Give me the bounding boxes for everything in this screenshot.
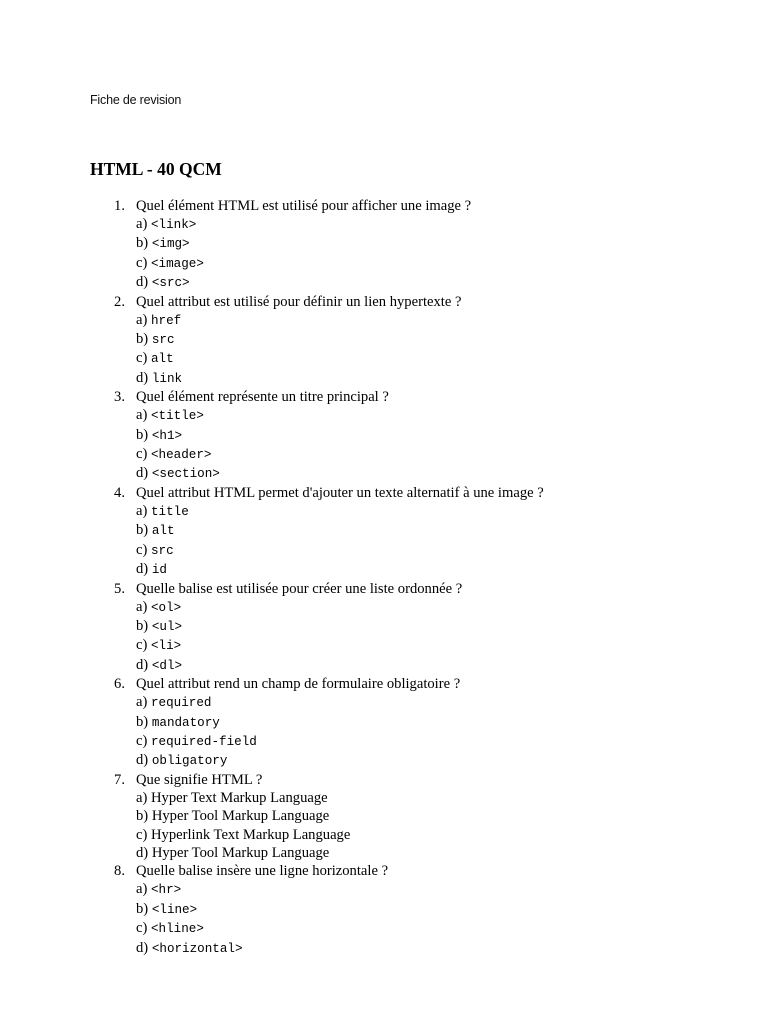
option-code: alt xyxy=(151,352,174,367)
option-letter: a) xyxy=(136,789,148,806)
document-title: HTML - 40 QCM xyxy=(90,159,222,179)
option-text: Hyper Text Markup Language xyxy=(151,789,328,806)
option-letter: b) xyxy=(136,900,149,917)
question-item xyxy=(90,197,710,293)
option-letter: d) xyxy=(136,752,149,769)
answer-option xyxy=(136,234,710,253)
answer-option xyxy=(136,656,710,675)
answer-option xyxy=(136,426,710,445)
option-code: link xyxy=(151,371,183,386)
question-number: 2. xyxy=(114,293,125,310)
option-letter: a) xyxy=(136,311,148,328)
answer-option xyxy=(136,598,710,617)
option-letter: d) xyxy=(136,844,149,861)
question-text: Quelle balise est utilisée pour créer une liste ordonnée ? xyxy=(136,580,463,597)
option-letter: c) xyxy=(136,254,148,271)
option-code: href xyxy=(151,313,182,328)
answer-option xyxy=(136,273,710,292)
option-letter: b) xyxy=(136,331,149,348)
option-letter: a) xyxy=(136,881,148,898)
option-code: alt xyxy=(151,524,175,539)
option-code: <h1> xyxy=(151,428,183,443)
option-code: required-field xyxy=(151,734,257,749)
option-letter: a) xyxy=(136,407,148,424)
question-number: 6. xyxy=(114,676,125,693)
question-item xyxy=(90,862,710,958)
answer-option xyxy=(136,560,710,579)
option-code: <header> xyxy=(151,448,212,463)
option-code: <hr> xyxy=(151,883,182,898)
answer-option xyxy=(136,369,710,388)
question-number: 3. xyxy=(114,389,125,406)
answer-option xyxy=(136,844,710,862)
question-list xyxy=(90,197,710,958)
answer-option xyxy=(136,464,710,483)
option-code: <li> xyxy=(151,639,182,654)
option-code: <dl> xyxy=(151,658,183,673)
option-text: Hyper Tool Markup Language xyxy=(151,808,330,825)
question-number: 1. xyxy=(114,198,125,214)
option-code: <horizontal> xyxy=(151,941,243,956)
option-letter: d) xyxy=(136,274,149,291)
option-code: <ol> xyxy=(151,600,182,615)
option-letter: c) xyxy=(136,826,148,843)
option-code: <hline> xyxy=(151,922,204,937)
answer-option xyxy=(136,919,710,938)
option-letter: b) xyxy=(136,426,149,443)
answer-option xyxy=(136,713,710,732)
option-letter: a) xyxy=(136,216,148,232)
option-code: <line> xyxy=(151,902,198,917)
option-letter: c) xyxy=(136,446,148,463)
answer-option xyxy=(136,330,710,349)
question-item xyxy=(90,580,710,676)
option-code: <image> xyxy=(151,256,204,271)
option-letter: b) xyxy=(136,713,149,730)
option-letter: c) xyxy=(136,920,148,937)
question-text: Quel élément HTML est utilisé pour afficher une image ? xyxy=(136,198,472,214)
answer-option xyxy=(136,502,710,521)
page-header-label: Fiche de revision xyxy=(90,93,182,107)
answer-option xyxy=(136,900,710,919)
question-item xyxy=(90,675,710,771)
answer-option xyxy=(136,406,710,425)
question-text: Quelle balise insère une ligne horizontale ? xyxy=(136,863,389,880)
answer-option xyxy=(136,541,710,560)
option-code: id xyxy=(151,563,167,578)
answer-option xyxy=(136,445,710,464)
option-letter: b) xyxy=(136,808,149,825)
question-number: 8. xyxy=(114,863,125,880)
option-code: <img> xyxy=(151,237,190,252)
question-text: Que signifie HTML ? xyxy=(136,771,263,788)
option-letter: a) xyxy=(136,694,148,711)
question-item xyxy=(90,388,710,484)
option-letter: b) xyxy=(136,235,149,252)
answer-option xyxy=(136,521,710,540)
question-number: 5. xyxy=(114,580,125,597)
question-text: Quel attribut est utilisé pour définir un lien hypertexte ? xyxy=(136,293,462,310)
answer-option xyxy=(136,732,710,751)
answer-option xyxy=(136,349,710,368)
question-number: 7. xyxy=(114,771,125,788)
option-letter: d) xyxy=(136,656,149,673)
option-code: <link> xyxy=(151,218,197,232)
answer-option xyxy=(136,751,710,770)
answer-option xyxy=(136,693,710,712)
option-code: src xyxy=(151,543,174,558)
answer-option xyxy=(136,880,710,899)
answer-option xyxy=(136,826,710,844)
option-code: obligatory xyxy=(151,754,228,769)
option-letter: c) xyxy=(136,541,148,558)
question-item xyxy=(90,484,710,580)
answer-option xyxy=(136,789,710,807)
answer-option xyxy=(136,215,710,234)
option-letter: b) xyxy=(136,617,149,634)
option-text: Hyperlink Text Markup Language xyxy=(151,826,351,843)
answer-option xyxy=(136,254,710,273)
option-letter: d) xyxy=(136,561,149,578)
option-letter: a) xyxy=(136,598,148,615)
answer-option xyxy=(136,617,710,636)
option-letter: c) xyxy=(136,350,148,367)
question-number: 4. xyxy=(114,484,125,501)
option-letter: c) xyxy=(136,637,148,654)
question-text: Quel attribut HTML permet d'ajouter un texte alternatif à une image ? xyxy=(136,484,544,501)
option-code: <ul> xyxy=(151,619,183,634)
question-item xyxy=(90,771,710,863)
option-text: Hyper Tool Markup Language xyxy=(151,844,330,861)
option-code: <section> xyxy=(151,467,220,482)
option-code: <src> xyxy=(151,276,190,291)
question-item xyxy=(90,293,710,389)
question-text: Quel attribut rend un champ de formulaire obligatoire ? xyxy=(136,676,461,693)
option-code: required xyxy=(151,696,212,711)
answer-option xyxy=(136,636,710,655)
answer-option xyxy=(136,311,710,330)
option-code: src xyxy=(151,333,175,348)
answer-option xyxy=(136,939,710,958)
option-letter: d) xyxy=(136,465,149,482)
option-letter: d) xyxy=(136,369,149,386)
option-code: title xyxy=(151,504,189,519)
option-code: mandatory xyxy=(151,715,220,730)
option-letter: b) xyxy=(136,522,149,539)
option-letter: d) xyxy=(136,939,149,956)
question-text: Quel élément représente un titre principal ? xyxy=(136,389,389,406)
answer-option xyxy=(136,807,710,825)
option-code: <title> xyxy=(151,409,204,424)
option-letter: a) xyxy=(136,502,148,519)
option-letter: c) xyxy=(136,732,148,749)
